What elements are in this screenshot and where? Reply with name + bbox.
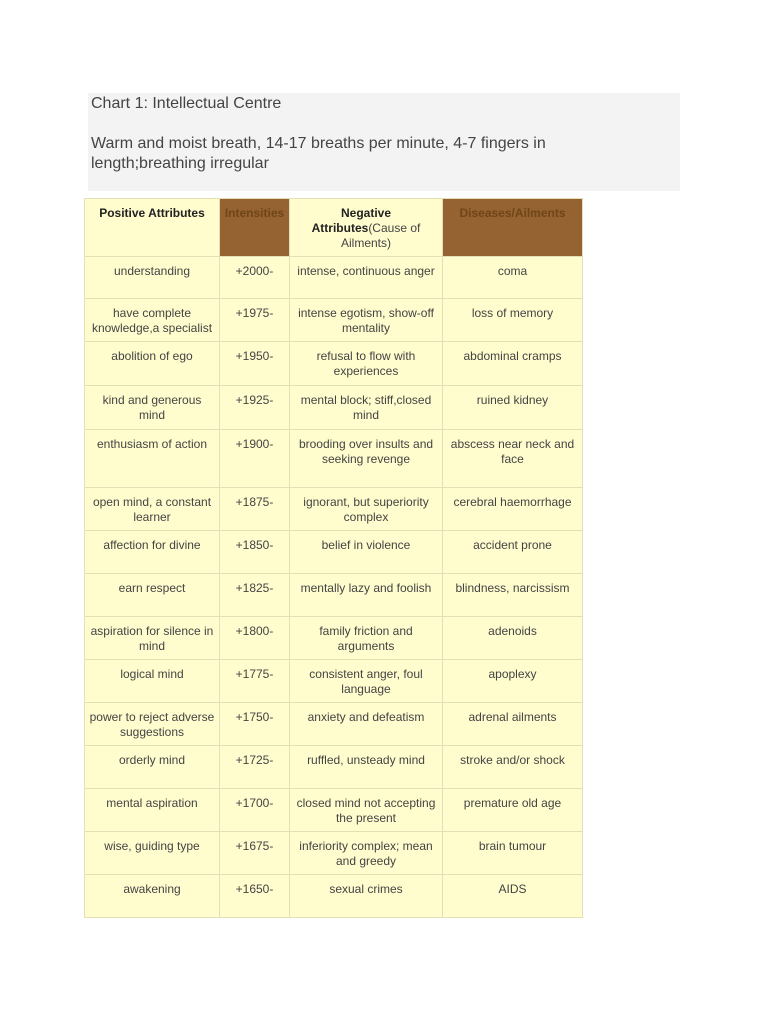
- negative-attribute-cell: closed mind not accepting the present: [290, 789, 443, 832]
- table-row: [85, 617, 583, 660]
- negative-attribute-cell: intense egotism, show-off mentality: [290, 299, 443, 342]
- disease-cell: cerebral haemorrhage: [443, 488, 583, 531]
- intensity-cell: +1825-: [220, 574, 290, 617]
- positive-attribute-cell: awakening: [85, 875, 220, 918]
- intensity-cell: +1750-: [220, 703, 290, 746]
- table-row: [85, 789, 583, 832]
- disease-cell: stroke and/or shock: [443, 746, 583, 789]
- disease-cell: loss of memory: [443, 299, 583, 342]
- negative-attribute-cell: belief in violence: [290, 531, 443, 574]
- positive-attribute-cell: kind and generous mind: [85, 386, 220, 430]
- negative-attribute-cell: consistent anger, foul language: [290, 660, 443, 703]
- table-row: [85, 257, 583, 299]
- table-row: [85, 574, 583, 617]
- disease-cell: coma: [443, 257, 583, 299]
- positive-attribute-cell: wise, guiding type: [85, 832, 220, 875]
- positive-attribute-cell: mental aspiration: [85, 789, 220, 832]
- table-row: [85, 660, 583, 703]
- disease-cell: ruined kidney: [443, 386, 583, 430]
- disease-cell: abscess near neck and face: [443, 430, 583, 488]
- negative-attribute-cell: anxiety and defeatism: [290, 703, 443, 746]
- header-positive-attributes: Positive Attributes: [85, 199, 220, 257]
- positive-attribute-cell: orderly mind: [85, 746, 220, 789]
- table-body: [85, 257, 583, 918]
- table-row: [85, 488, 583, 531]
- disease-cell: abdominal cramps: [443, 342, 583, 386]
- negative-attribute-cell: mentally lazy and foolish: [290, 574, 443, 617]
- chart-title: Chart 1: Intellectual Centre: [91, 95, 282, 112]
- disease-cell: adenoids: [443, 617, 583, 660]
- negative-attribute-cell: refusal to flow with experiences: [290, 342, 443, 386]
- header-diseases-ailments: Diseases/Ailments: [443, 199, 583, 257]
- disease-cell: adrenal ailments: [443, 703, 583, 746]
- disease-cell: brain tumour: [443, 832, 583, 875]
- disease-cell: AIDS: [443, 875, 583, 918]
- intensity-cell: +1800-: [220, 617, 290, 660]
- positive-attribute-cell: affection for divine: [85, 531, 220, 574]
- table-row: [85, 703, 583, 746]
- chart-subtitle: Warm and moist breath, 14-17 breaths per minute, 4-7 fingers in length;breathing irregular: [91, 135, 546, 172]
- positive-attribute-cell: earn respect: [85, 574, 220, 617]
- header-negative-label: Negative Attributes: [311, 206, 392, 235]
- table-row: [85, 342, 583, 386]
- intensity-cell: +1775-: [220, 660, 290, 703]
- negative-attribute-cell: intense, continuous anger: [290, 257, 443, 299]
- intensity-cell: +1950-: [220, 342, 290, 386]
- table-row: [85, 746, 583, 789]
- positive-attribute-cell: enthusiasm of action: [85, 430, 220, 488]
- intensity-cell: +1925-: [220, 386, 290, 430]
- table-header-row: [85, 199, 583, 257]
- header-negative-note: (Cause of Ailments): [340, 221, 421, 250]
- table-row: [85, 299, 583, 342]
- positive-attribute-cell: understanding: [85, 257, 220, 299]
- disease-cell: accident prone: [443, 531, 583, 574]
- chart-header: [88, 93, 680, 191]
- table-row: [85, 531, 583, 574]
- intensity-cell: +1725-: [220, 746, 290, 789]
- disease-cell: blindness, narcissism: [443, 574, 583, 617]
- positive-attribute-cell: logical mind: [85, 660, 220, 703]
- intensity-cell: +1700-: [220, 789, 290, 832]
- positive-attribute-cell: open mind, a constant learner: [85, 488, 220, 531]
- attributes-table: [84, 198, 583, 918]
- disease-cell: premature old age: [443, 789, 583, 832]
- negative-attribute-cell: family friction and arguments: [290, 617, 443, 660]
- table-row: [85, 875, 583, 918]
- table-row: [85, 430, 583, 488]
- intensity-cell: +1675-: [220, 832, 290, 875]
- negative-attribute-cell: brooding over insults and seeking revenge: [290, 430, 443, 488]
- positive-attribute-cell: abolition of ego: [85, 342, 220, 386]
- positive-attribute-cell: power to reject adverse suggestions: [85, 703, 220, 746]
- table-row: [85, 386, 583, 430]
- intensity-cell: +1650-: [220, 875, 290, 918]
- table-row: [85, 832, 583, 875]
- intensity-cell: +2000-: [220, 257, 290, 299]
- intensity-cell: +1900-: [220, 430, 290, 488]
- positive-attribute-cell: aspiration for silence in mind: [85, 617, 220, 660]
- negative-attribute-cell: ruffled, unsteady mind: [290, 746, 443, 789]
- disease-cell: apoplexy: [443, 660, 583, 703]
- negative-attribute-cell: ignorant, but superiority complex: [290, 488, 443, 531]
- intensity-cell: +1875-: [220, 488, 290, 531]
- negative-attribute-cell: sexual crimes: [290, 875, 443, 918]
- negative-attribute-cell: mental block; stiff,closed mind: [290, 386, 443, 430]
- negative-attribute-cell: inferiority complex; mean and greedy: [290, 832, 443, 875]
- positive-attribute-cell: have complete knowledge,a specialist: [85, 299, 220, 342]
- header-negative-attributes: [290, 199, 443, 257]
- intensity-cell: +1850-: [220, 531, 290, 574]
- header-intensities: Intensities: [220, 199, 290, 257]
- intensity-cell: +1975-: [220, 299, 290, 342]
